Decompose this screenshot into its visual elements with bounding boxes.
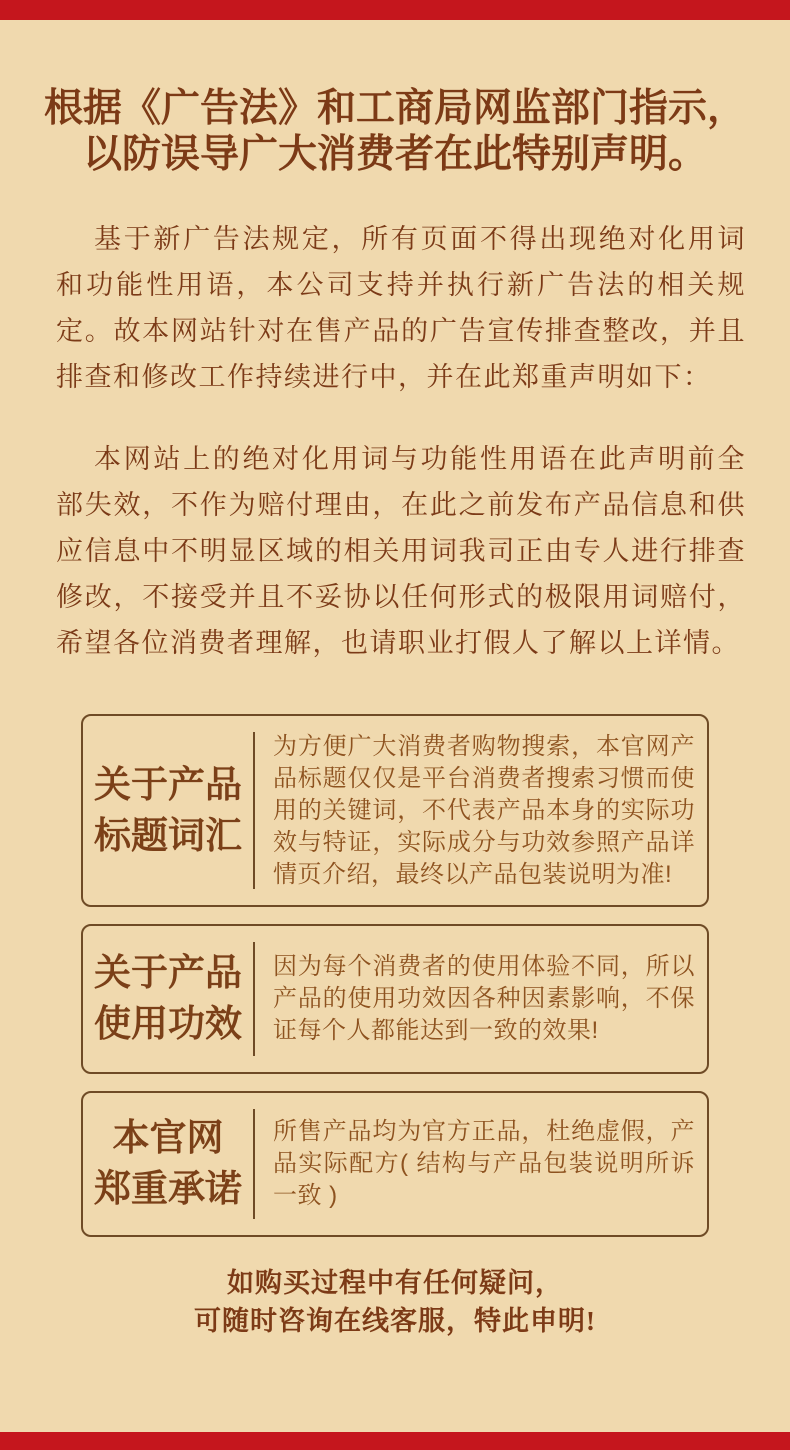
page-title — [0, 86, 790, 178]
top-red-bar — [0, 0, 790, 20]
notice-box-official-promise — [81, 1091, 709, 1237]
intro-paragraph-1: 基于新广告法规定，所有页面不得出现绝对化用词和功能性用语，本公司支持并执行新广告法的相关规定。故本网站针对在售产品的广告宣传排查整改，并且排查和修改工作持续进行中，并在此郑重声明如下： — [56, 224, 746, 392]
notice-box-product-title — [81, 714, 709, 907]
notice-box-label-line2: 标题词汇 — [94, 815, 242, 857]
intro-paragraph-2: 本网站上的绝对化用词与功能性用语在此声明前全部失效，不作为赔付理由，在此之前发布产品信息和供应信息中不明显区域的相关用词我司正由专人进行排查修改，不接受并且不妥协以任何形式的极限用词赔付，希望各位消费者理解，也请职业打假人了解以上详情。 — [56, 444, 746, 658]
notice-box-label-line1: 关于产品 — [94, 953, 242, 994]
notice-box-label — [83, 716, 253, 905]
notice-box-product-efficacy — [81, 924, 709, 1074]
notice-box-body-text: 所售产品均为官方正品，杜绝虚假，产品实际配方( 结构与产品包装说明所诉一致 ) — [273, 1118, 695, 1209]
page-title-line1: 根据《广告法》和工商局网监部门指示， — [43, 87, 746, 130]
notice-box-body — [255, 926, 707, 1072]
notice-box-label-line1: 关于产品 — [94, 764, 242, 806]
notice-box-label — [83, 1093, 253, 1235]
notice-box-label — [83, 926, 253, 1072]
bottom-red-bar — [0, 1432, 790, 1450]
footer-note-line1: 如购买过程中有任何疑问， — [227, 1268, 563, 1298]
notice-box-body — [255, 1093, 707, 1235]
footer-note-line2: 可随时咨询在线客服，特此申明! — [194, 1306, 596, 1336]
notice-box-body-text: 因为每个消费者的使用体验不同，所以产品的使用功效因各种因素影响，不保证每个人都能达到一致的效果! — [273, 953, 695, 1044]
notice-box-body — [255, 716, 707, 905]
notice-box-label-line1: 本官网 — [112, 1118, 224, 1159]
notice-box-body-text: 为方便广大消费者购物搜索，本官网产品标题仅仅是平台消费者搜索习惯而使用的关键词，不代表产品本身的实际功效与特证，实际成分与功效参照产品详情页介绍，最终以产品包装说明为准! — [273, 732, 695, 888]
footer-note — [0, 1264, 790, 1340]
page-title-line2: 以防误导广大消费者在此特别声明。 — [82, 133, 707, 176]
notice-box-label-line2: 使用功效 — [94, 1004, 242, 1045]
notice-box-label-line2: 郑重承诺 — [94, 1169, 242, 1210]
